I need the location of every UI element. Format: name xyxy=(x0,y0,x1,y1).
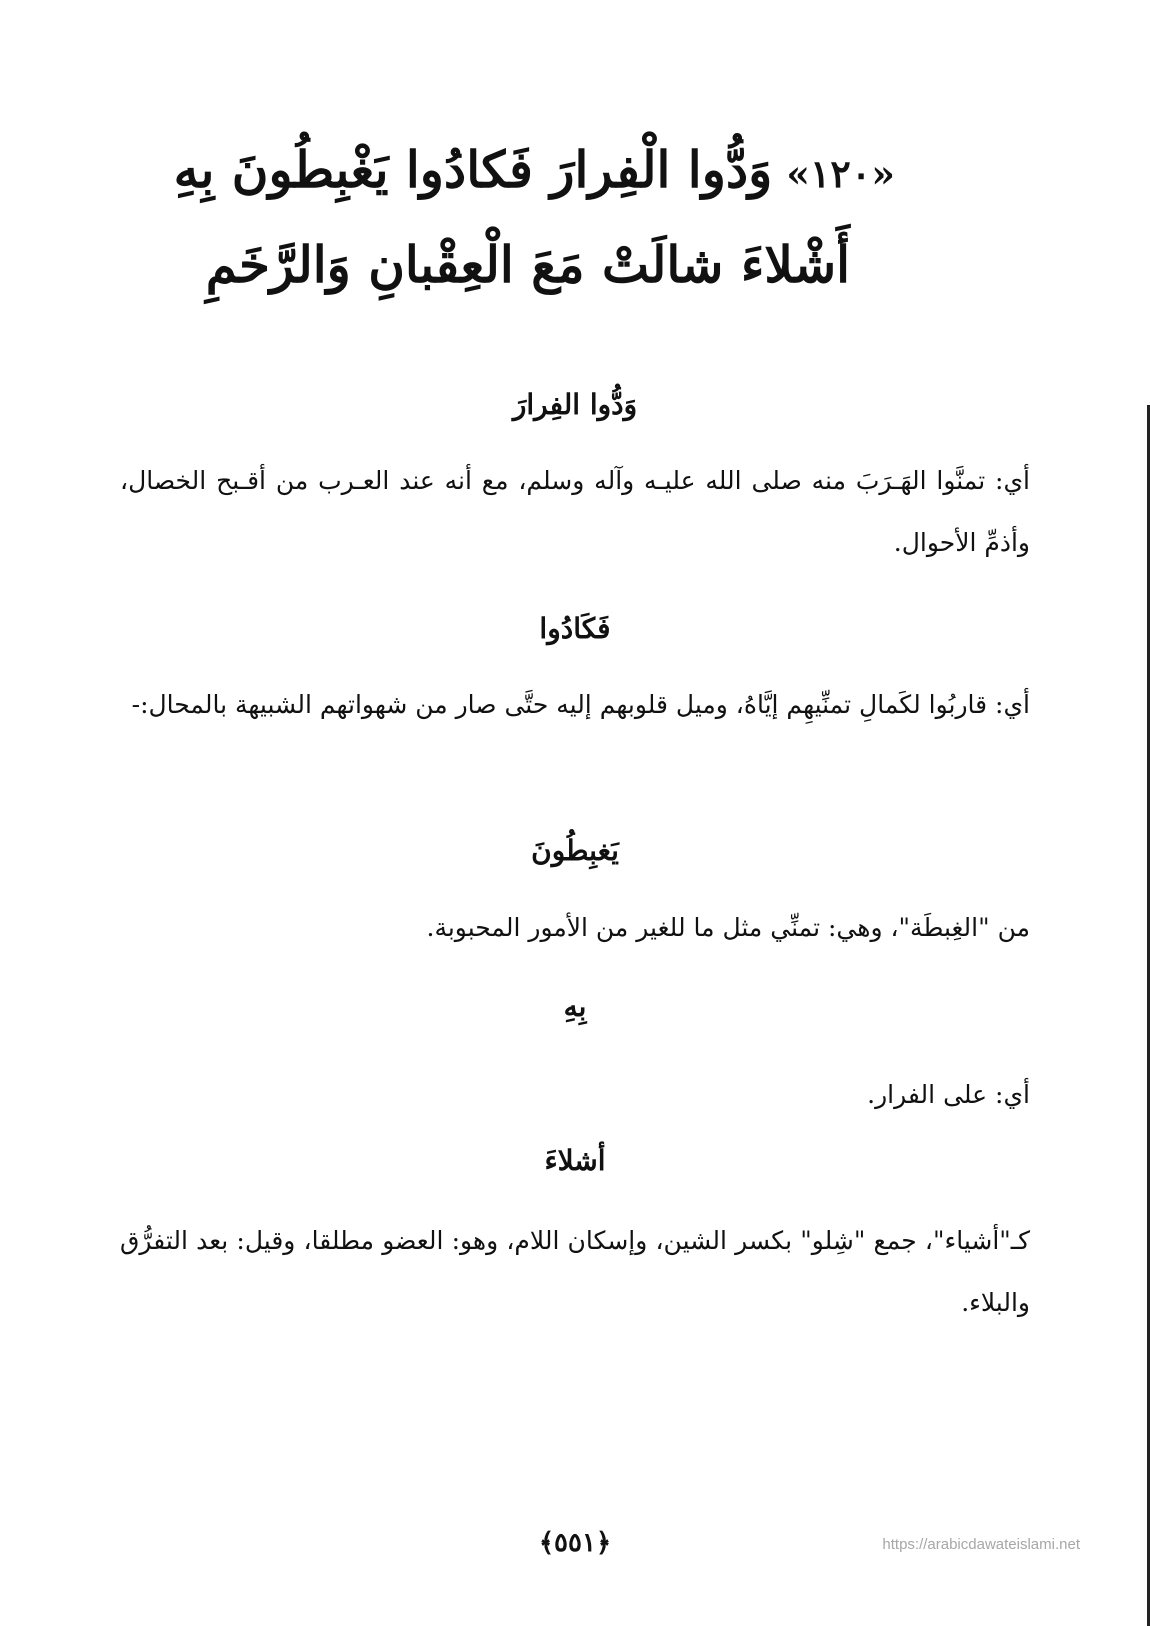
section-text-1: أي: تمنَّوا الهَـرَبَ منه صلى الله عليـه وآله وسلم، مع أنه عند العـرب من أقـبح الخصال، وأذمِّ الأحوال. xyxy=(120,466,1030,557)
verse-line-1-text: وَدُّوا الْفِرارَ فَكادُوا يَغْبِطُونَ بِهِ xyxy=(173,140,773,199)
section-heading-3: يَغبِطُونَ xyxy=(531,834,619,867)
section-text-4: أي: على الفرار. xyxy=(867,1080,1030,1109)
verse-number: «١٢٠» xyxy=(786,151,895,196)
section-text-5: كـ"أشياء"، جمع "شِلو" بكسر الشين، وإسكان اللام، وهو: العضو مطلقا، وقيل: بعد التفرُّق والبلاء. xyxy=(120,1226,1030,1317)
page-number: ﴿٥٥١﴾ xyxy=(538,1528,612,1558)
section-text-2: أي: قاربُوا لكَمالِ تمنِّيهِم إيَّاهُ، وميل قلوبهم إليه حتَّى صار من شهواتهم الشبيهة بالمحال:- xyxy=(131,690,1030,719)
section-heading-2: فَكَادُوا xyxy=(539,612,611,645)
verse-line-1 xyxy=(173,140,895,199)
section-heading-4: بِهِ xyxy=(563,990,587,1023)
section-heading-5: أشلاءَ xyxy=(544,1144,606,1177)
verse-line-2: أَشْلاءَ شالَتْ مَعَ الْعِقْبانِ وَالرَّخَمِ xyxy=(205,235,850,294)
section-heading-1: وَدُّوا الفِرارَ xyxy=(512,388,638,421)
section-text-3: من "الغِبطَة"، وهي: تمنِّي مثل ما للغير من الأمور المحبوبة. xyxy=(426,913,1030,942)
watermark-url: https://arabicdawateislami.net xyxy=(882,1536,1080,1553)
